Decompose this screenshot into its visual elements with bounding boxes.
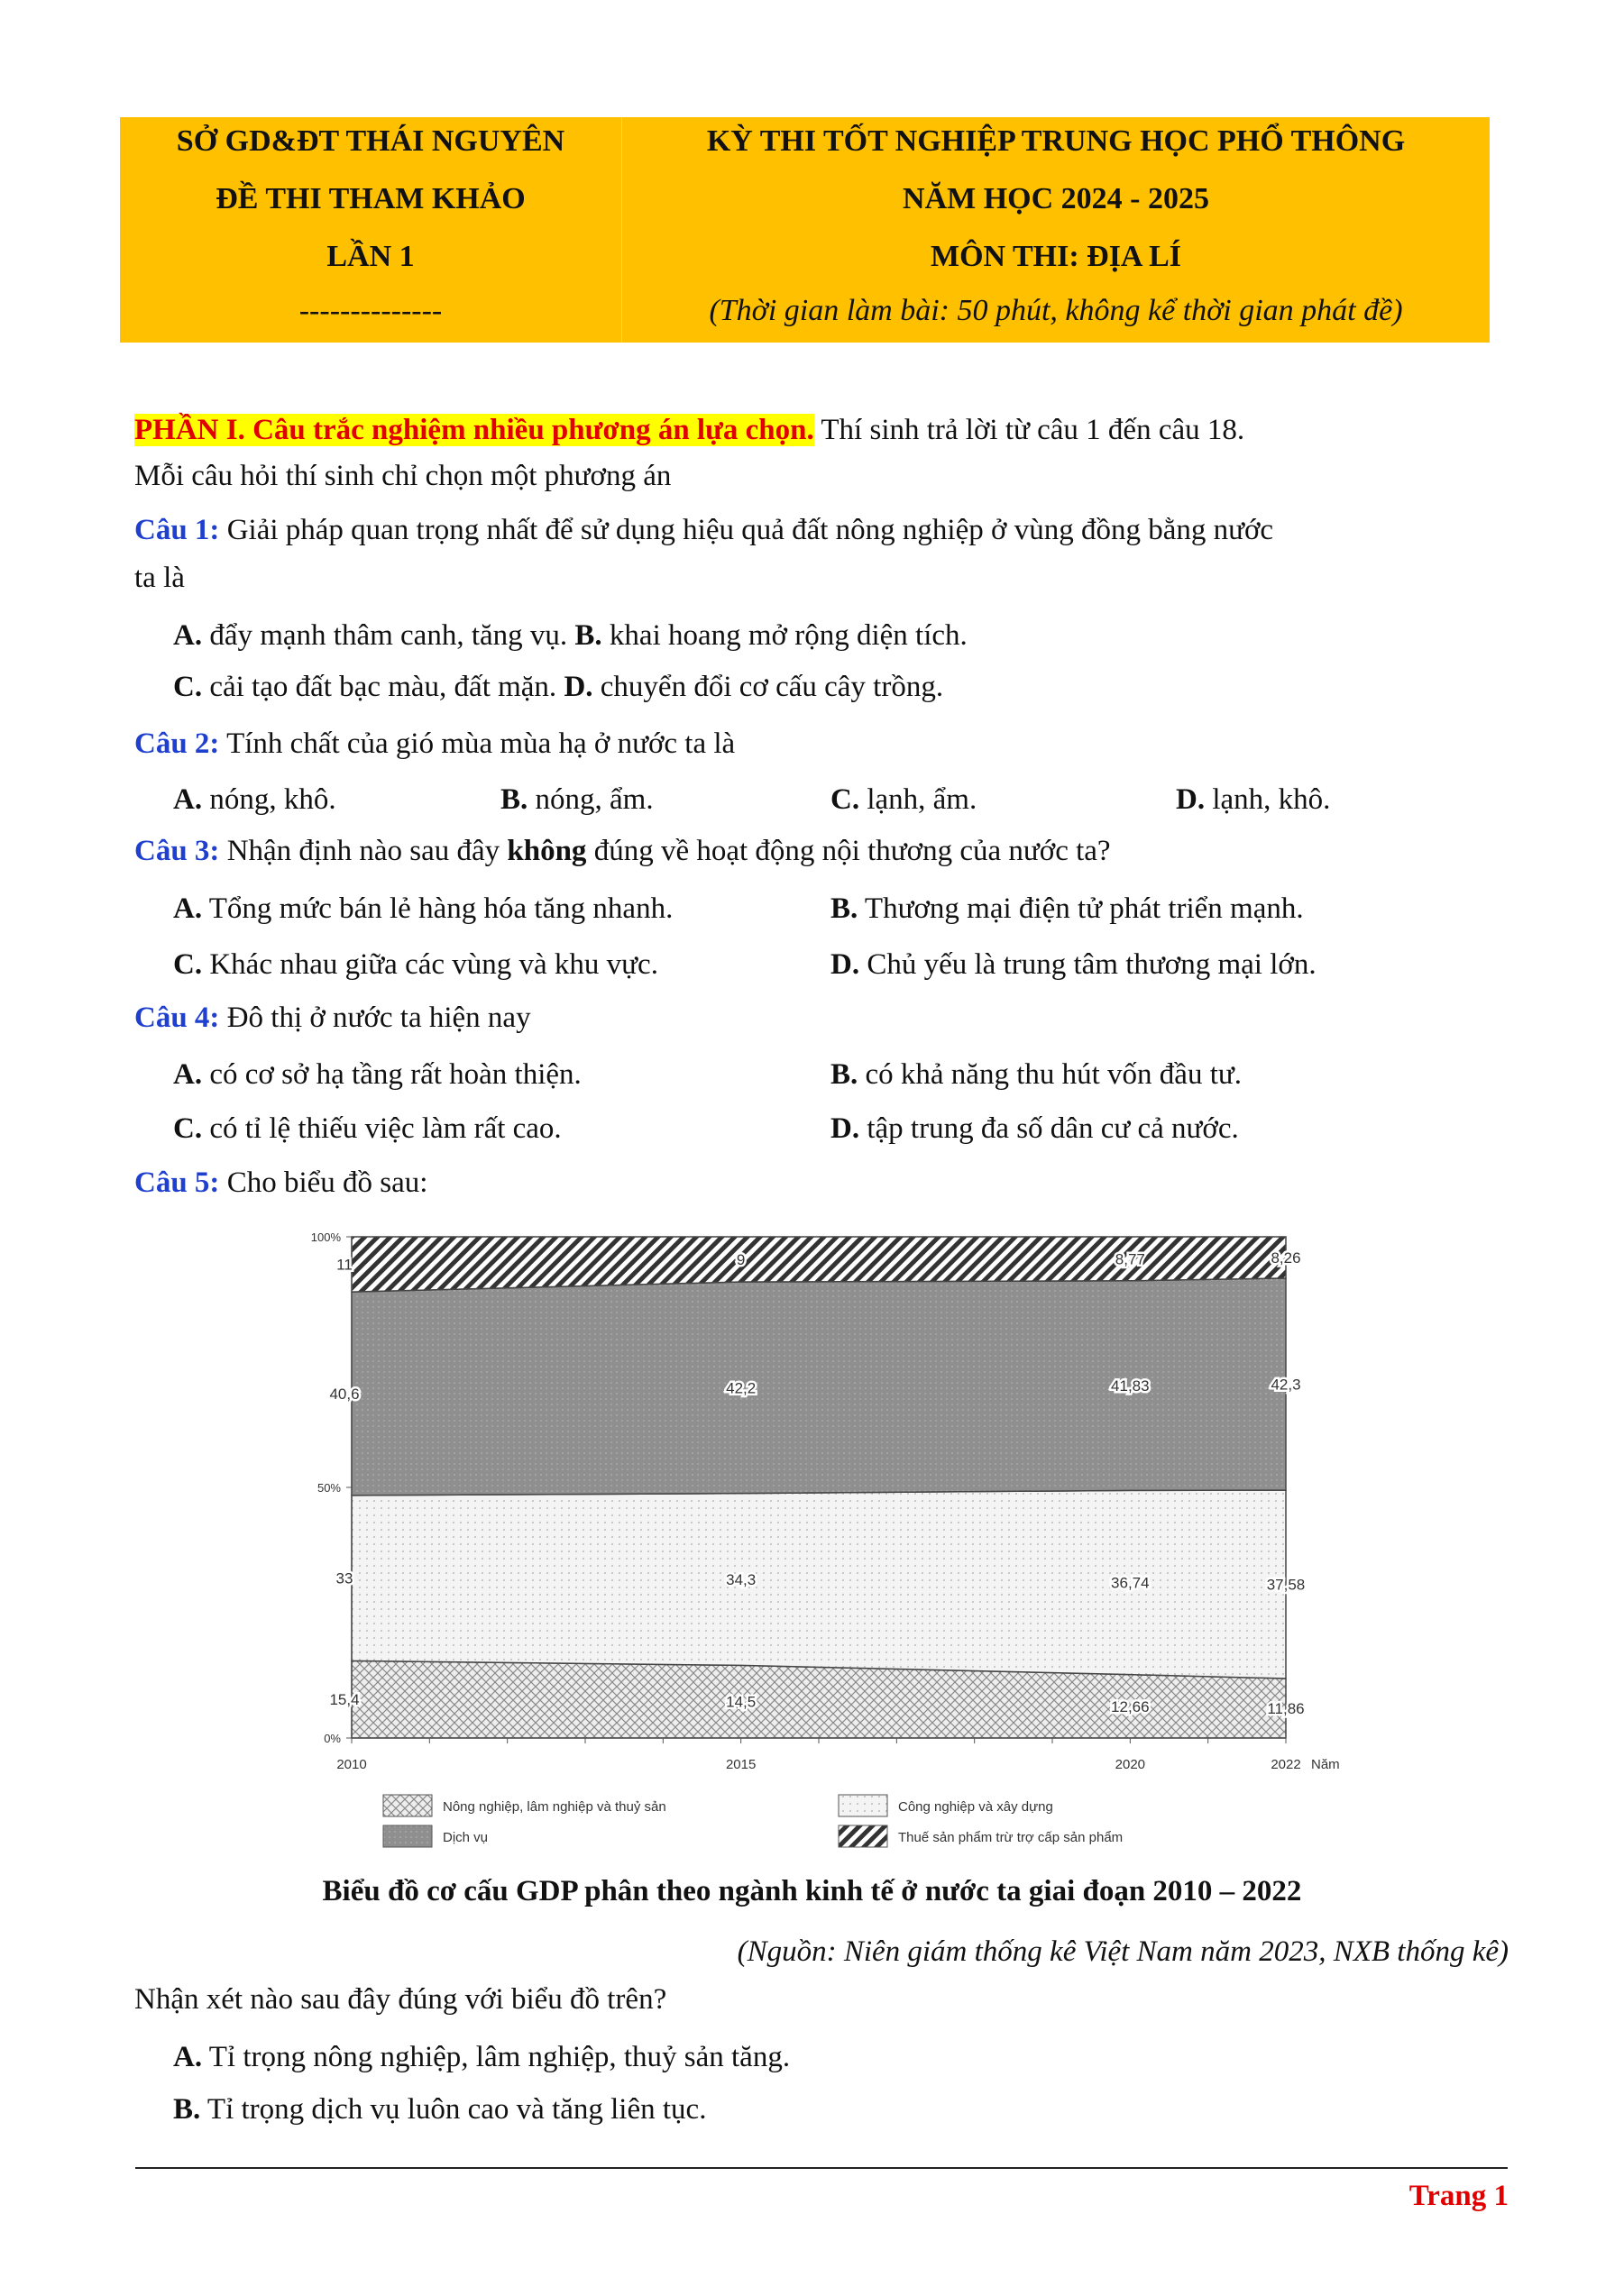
data-label: 12,66 (1111, 1697, 1150, 1715)
option-a-b (173, 617, 968, 654)
option-text: có cơ sở hạ tầng rất hoàn thiện. (202, 1058, 582, 1091)
data-label: 8,77 (1115, 1250, 1145, 1268)
data-label: 8,26 (1271, 1249, 1301, 1267)
question-text: đúng về hoạt động nội thương của nước ta? (586, 835, 1111, 867)
option-text[interactable]: khai hoang mở rộng diện tích. (601, 619, 968, 652)
question-label: Câu 4: (134, 1002, 220, 1034)
option-key: A. (173, 619, 203, 652)
exam-title: KỲ THI TỐT NGHIỆP TRUNG HỌC PHỔ THÔNG (706, 124, 1406, 158)
option-text: Tỉ trọng dịch vụ luôn cao và tăng liên tục. (200, 2093, 707, 2126)
option-c[interactable] (173, 1111, 562, 1147)
question-1-cont: ta là (134, 562, 185, 594)
data-label: 11,86 (1267, 1700, 1305, 1718)
option-text[interactable]: chuyển đổi cơ cấu cây trồng. (592, 671, 944, 703)
question-4 (134, 1000, 531, 1036)
option-c-d (173, 669, 943, 705)
data-label: 33 (335, 1569, 353, 1587)
exam-round: LẦN 1 (326, 240, 415, 273)
question-label: Câu 3: (134, 835, 220, 867)
option-key: C. (830, 783, 860, 816)
option-key: B. (173, 2093, 201, 2126)
option-key: B. (574, 619, 602, 652)
data-label: 41,83 (1111, 1377, 1150, 1395)
option-d[interactable] (1176, 782, 1330, 818)
section-instruction-2: Mỗi câu hỏi thí sinh chỉ chọn một phương án (134, 460, 672, 492)
option-key: A. (173, 892, 203, 925)
question-label: Câu 2: (134, 727, 220, 760)
y-tick-label: 100% (310, 1230, 341, 1244)
header-dashes: -------------- (298, 294, 443, 327)
question-text: Giải pháp quan trọng nhất để sử dụng hiệu quả đất nông nghiệp ở vùng đồng bằng nước (219, 514, 1274, 546)
question-text: Tính chất của gió mùa mùa hạ ở nước ta là (219, 727, 736, 760)
option-key: C. (173, 671, 203, 703)
option-text: Thương mại điện tử phát triển mạnh. (858, 892, 1304, 925)
school-year: NĂM HỌC 2024 - 2025 (903, 182, 1209, 215)
emphasis: không (507, 835, 587, 867)
option-text: lạnh, ẩm. (859, 783, 977, 816)
option-key: A. (173, 1058, 203, 1091)
option-a[interactable] (173, 2039, 790, 2075)
option-key: B. (500, 783, 528, 816)
option-key: D. (830, 1112, 860, 1145)
time-limit: (Thời gian làm bài: 50 phút, không kể thời gian phát đề) (709, 294, 1403, 327)
option-d[interactable] (830, 1111, 1239, 1147)
option-key: B. (830, 1058, 858, 1091)
option-b[interactable] (173, 2091, 706, 2127)
option-text: Tỉ trọng nông nghiệp, lâm nghiệp, thuỷ sản tăng. (202, 2041, 791, 2073)
data-label: 37,58 (1266, 1576, 1306, 1594)
data-label: 14,5 (726, 1693, 757, 1711)
option-text: tập trung đa số dân cư cả nước. (859, 1112, 1239, 1145)
option-key: A. (173, 2041, 203, 2073)
question-text: Cho biểu đồ sau: (219, 1166, 428, 1199)
option-key: C. (173, 948, 203, 981)
option-c[interactable] (173, 947, 658, 983)
question-text: Nhận định nào sau đây (219, 835, 508, 867)
option-text: có khả năng thu hút vốn đầu tư. (858, 1058, 1242, 1091)
gdp-structure-chart (279, 1218, 1362, 1857)
option-a[interactable] (173, 1057, 582, 1093)
legend-swatch (839, 1795, 887, 1816)
option-a[interactable] (173, 891, 673, 927)
option-d[interactable] (830, 947, 1317, 983)
option-key: B. (830, 892, 858, 925)
option-b[interactable] (500, 782, 654, 818)
option-text[interactable]: đẩy mạnh thâm canh, tăng vụ. (202, 619, 568, 652)
data-label: 40,6 (329, 1386, 360, 1404)
option-a[interactable] (173, 782, 336, 818)
option-text: lạnh, khô. (1205, 783, 1331, 816)
exam-type: ĐỀ THI THAM KHẢO (216, 182, 526, 215)
option-text[interactable]: cải tạo đất bạc màu, đất mặn. (202, 671, 557, 703)
data-label: 36,74 (1111, 1574, 1150, 1592)
section-instruction: Thí sinh trả lời từ câu 1 đến câu 18. (813, 414, 1245, 446)
department-name: SỞ GD&ĐT THÁI NGUYÊN (176, 124, 565, 158)
option-c[interactable] (830, 782, 977, 818)
x-tick-label: 2020 (1115, 1757, 1146, 1772)
data-label: 15,4 (329, 1691, 360, 1709)
chart-source: (Nguồn: Niên giám thống kê Việt Nam năm 2023, NXB thống kê) (737, 1935, 1509, 1968)
chart-legend (383, 1795, 1123, 1847)
question-3 (134, 833, 1111, 869)
question-5-prompt: Nhận xét nào sau đây đúng với biểu đồ trên? (134, 1983, 667, 2016)
question-text: Đô thị ở nước ta hiện nay (219, 1002, 531, 1034)
option-key: D. (1176, 783, 1206, 816)
option-b[interactable] (830, 1057, 1242, 1093)
option-text: Khác nhau giữa các vùng và khu vực. (202, 948, 658, 981)
y-tick-label: 50% (317, 1481, 341, 1495)
legend-label: Thuế sản phẩm trừ trợ cấp sản phẩm (898, 1830, 1124, 1845)
option-b[interactable] (830, 891, 1304, 927)
legend-label: Dịch vụ (443, 1830, 489, 1845)
data-label: 42,2 (726, 1379, 757, 1397)
x-tick-label: 2015 (725, 1757, 757, 1772)
legend-swatch (383, 1825, 432, 1847)
option-text: có tỉ lệ thiếu việc làm rất cao. (202, 1112, 562, 1145)
subject: MÔN THI: ĐỊA LÍ (930, 240, 1182, 273)
section-heading (134, 412, 1244, 448)
question-label: Câu 5: (134, 1166, 220, 1199)
option-key: D. (564, 671, 593, 703)
page-number: Trang 1 (1408, 2180, 1509, 2212)
x-axis-label: Năm (1311, 1757, 1340, 1772)
data-label: 42,3 (1271, 1376, 1301, 1394)
legend-swatch (839, 1825, 887, 1847)
section-title: PHẦN I. Câu trắc nghiệm nhiều phương án lựa chọn. (134, 414, 814, 446)
legend-swatch (383, 1795, 432, 1816)
exam-header (120, 117, 1490, 343)
x-tick-label: 2022 (1271, 1757, 1301, 1772)
option-text: Tổng mức bán lẻ hàng hóa tăng nhanh. (202, 892, 674, 925)
question-2 (134, 726, 735, 762)
option-key: C. (173, 1112, 203, 1145)
data-label: 34,3 (726, 1571, 757, 1589)
data-label: 9 (736, 1251, 746, 1269)
option-text: nóng, khô. (202, 783, 336, 816)
question-label: Câu 1: (134, 514, 220, 546)
legend-label: Nông nghiệp, lâm nghiệp và thuỷ sản (443, 1799, 666, 1815)
option-key: A. (173, 783, 203, 816)
area-layer (352, 1237, 1286, 1738)
x-tick-label: 2010 (336, 1757, 367, 1772)
option-text: nóng, ẩm. (528, 783, 654, 816)
y-tick-label: 0% (324, 1732, 341, 1745)
option-text: Chủ yếu là trung tâm thương mại lớn. (859, 948, 1317, 981)
question-5 (134, 1165, 427, 1201)
footer-divider (135, 2167, 1508, 2169)
chart-title: Biểu đồ cơ cấu GDP phân theo ngành kinh tế ở nước ta giai đoạn 2010 – 2022 (322, 1875, 1302, 1907)
option-key: D. (830, 948, 860, 981)
data-label: 11 (336, 1256, 353, 1274)
legend-label: Công nghiệp và xây dựng (898, 1799, 1053, 1815)
question-1 (134, 512, 1273, 548)
